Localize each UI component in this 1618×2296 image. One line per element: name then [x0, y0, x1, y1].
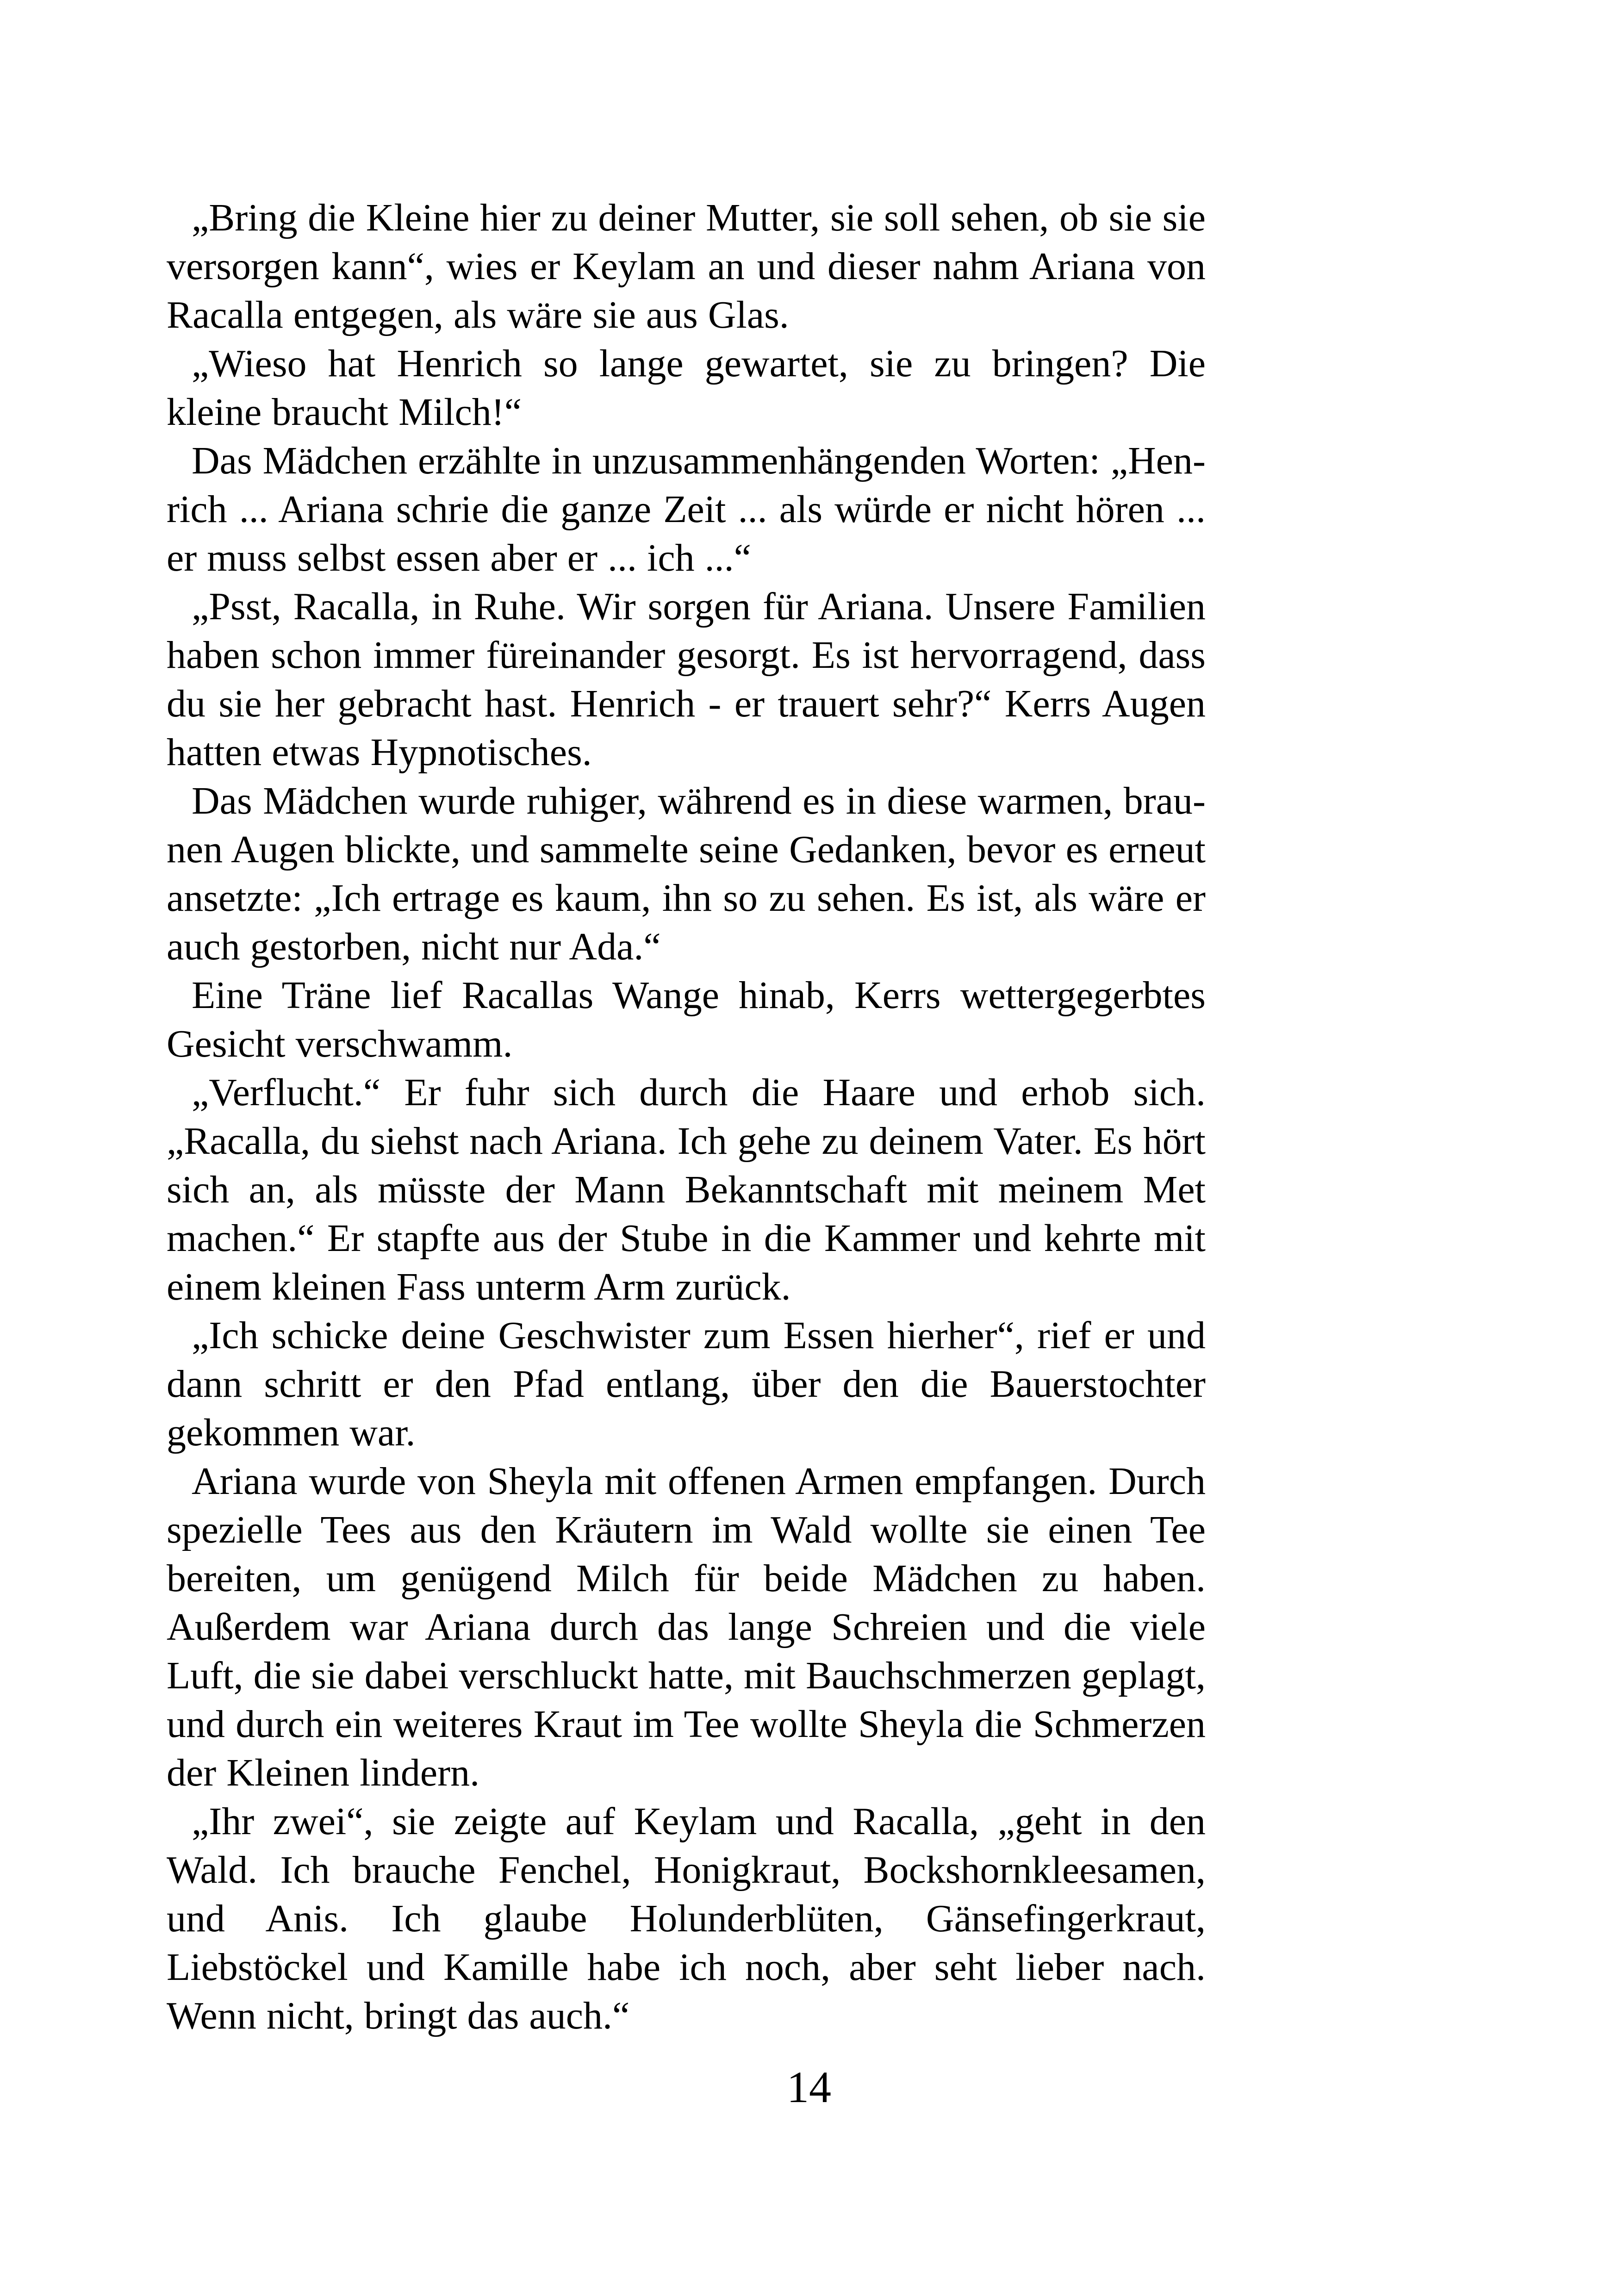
paragraph-7: „Verflucht.“ Er fuhr sich durch die Haare und erhob sich. „Racalla, du siehst nach Ariana. Ich gehe zu deinem Vater. Es hört sich an, als müsste der Mann Bekanntschaft mit meinem Met machen.“ Er stapfte aus der Stube in die Kammer und kehrte mit einem kleinen Fass unterm Arm zurück. — [167, 1071, 1206, 1308]
paragraph-3: Das Mädchen erzählte in unzusammenhängenden Worten: „Henrich ... Ariana schrie die ganze Zeit ... als würde er nicht hören ... er muss selbst essen aber er ... ich ...“ — [167, 439, 1206, 579]
body-text — [167, 193, 1206, 2040]
paragraph-5: Das Mädchen wurde ruhiger, während es in diese warmen, braunen Augen blickte, und sammelte seine Gedanken, bevor es erneut ansetzte: „Ich ertrage es kaum, ihn so zu sehen. Es ist, als wäre er auch gestorben, nicht nur Ada.“ — [167, 779, 1206, 968]
paragraph-6: Eine Träne lief Racallas Wange hinab, Kerrs wettergegerbtes Gesicht verschwamm. — [167, 974, 1206, 1065]
paragraph-8: „Ich schicke deine Geschwister zum Essen hierher“, rief er und dann schritt er den Pfad entlang, über den die Bauerstochter gekommen war. — [167, 1314, 1206, 1454]
paragraph-9: Ariana wurde von Sheyla mit offenen Armen empfangen. Durch spezielle Tees aus den Kräutern im Wald wollte sie einen Tee bereiten, um genügend Milch für beide Mädchen zu haben. Außerdem war Ariana durch das lange Schreien und die viele Luft, die sie dabei verschluckt hatte, mit Bauchschmerzen geplagt, und durch ein weiteres Kraut im Tee wollte Sheyla die Schmerzen der Kleinen lindern. — [167, 1460, 1206, 1794]
paragraph-10: „Ihr zwei“, sie zeigte auf Keylam und Racalla, „geht in den Wald. Ich brauche Fenchel, Honigkraut, Bockshornkleesamen, und Anis. Ich glaube Holunderblüten, Gänsefingerkraut, Liebstöckel und Kamille habe ich noch, aber seht lieber nach. Wenn nicht, bringt das auch.“ — [167, 1800, 1206, 2037]
page-number: 14 — [787, 2062, 831, 2112]
paragraph-1: „Bring die Kleine hier zu deiner Mutter, sie soll sehen, ob sie sie versorgen kann“, wies er Keylam an und dieser nahm Ariana von Racalla entgegen, als wäre sie aus Glas. — [167, 196, 1206, 336]
paragraph-4: „Psst, Racalla, in Ruhe. Wir sorgen für Ariana. Unsere Familien haben schon immer füreinander gesorgt. Es ist hervorragend, dass du sie her gebracht hast. Henrich - er trauert sehr?“ Kerrs Augen hatten etwas Hypnotisches. — [167, 585, 1206, 774]
paragraph-2: „Wieso hat Henrich so lange gewartet, sie zu bringen? Die kleine braucht Milch!“ — [167, 342, 1206, 434]
